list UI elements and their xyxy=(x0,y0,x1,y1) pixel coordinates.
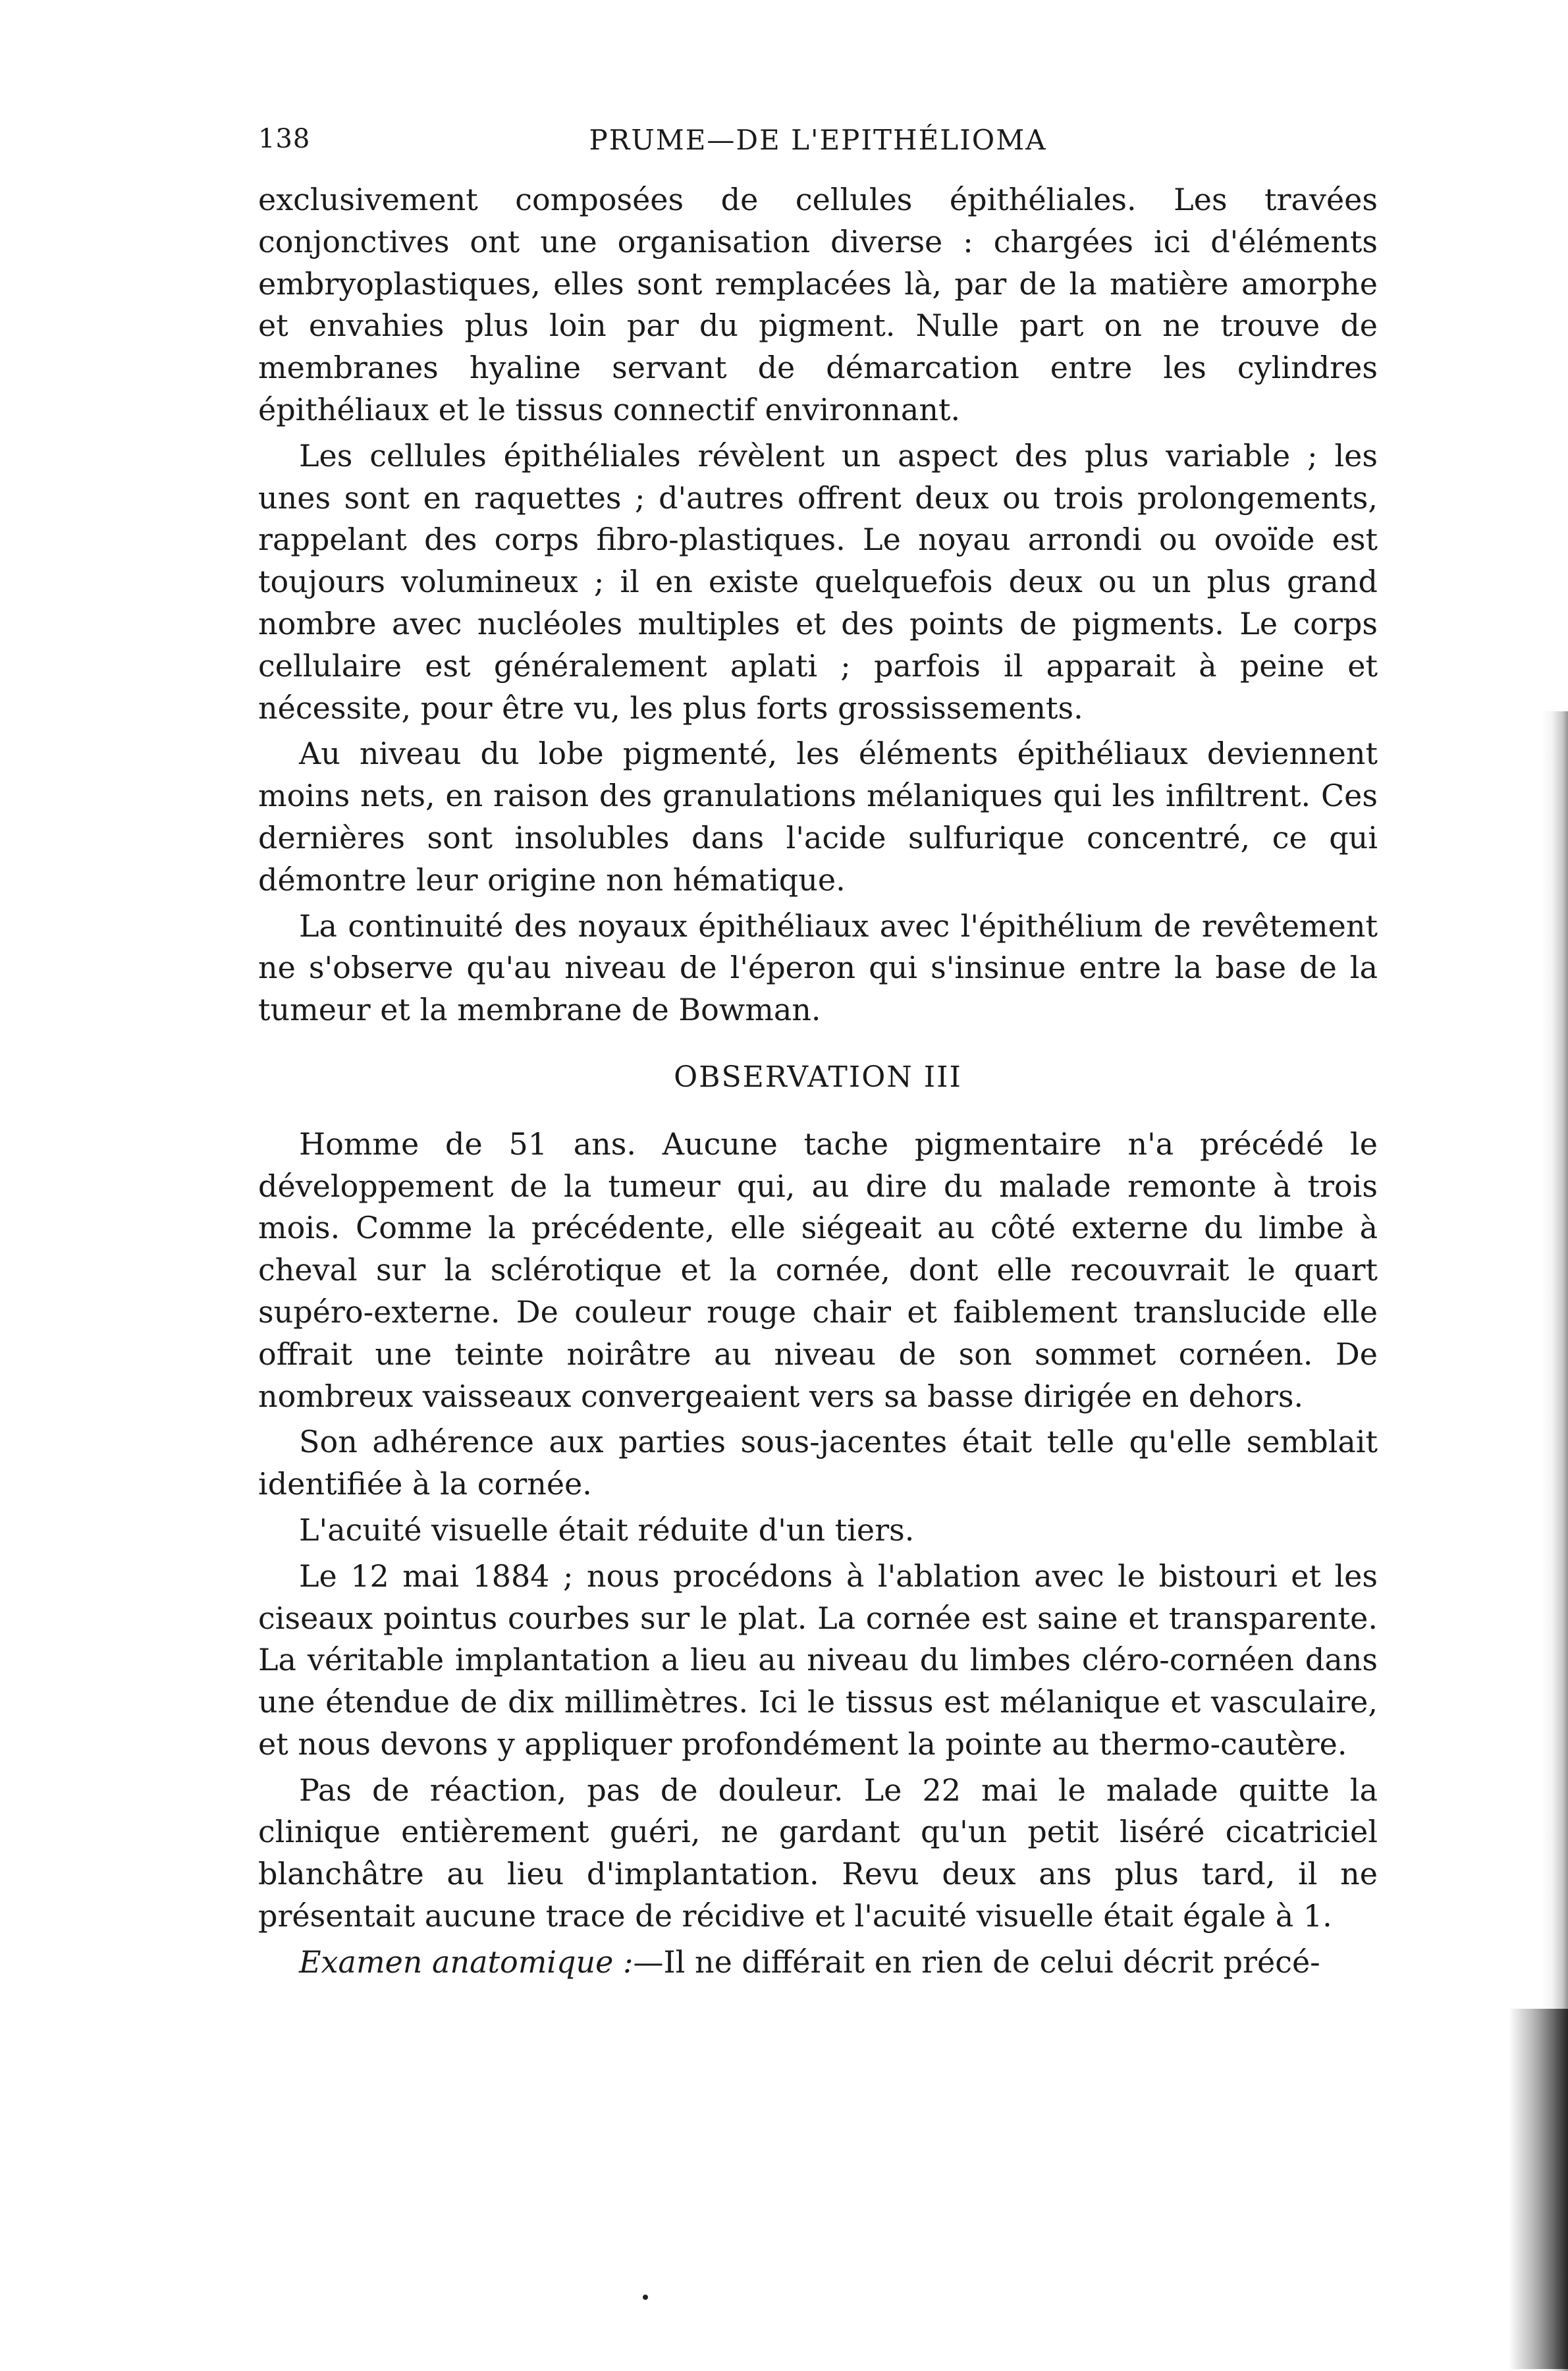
paragraph-continuation: exclusivement composées de cellules épithéliales. Les travées conjonctives ont une organisation diverse : chargées ici d'éléments embryoplastiques, elles sont remplacées là, par de la matière amorphe et envahies plus loin par du pigment. Nulle part on ne trouve de membranes hyaline servant de démarcation entre les cylindres épithéliaux et le tissus connectif environnant. xyxy=(258,182,1378,427)
page-number: 138 xyxy=(258,124,311,154)
page-header xyxy=(258,124,1378,170)
paragraph-ablation: Le 12 mai 1884 ; nous procédons à l'ablation avec le bistouri et les ciseaux pointus courbes sur le plat. La cornée est saine et transparente. La véritable implantation a lieu au niveau du limbes cléro-cornéen dans une étendue de dix millimètres. Ici le tissus est mélanique et vasculaire, et nous devons y appliquer profondément la pointe au thermo-cautère. xyxy=(258,1558,1378,1762)
scan-edge-dark-shadow xyxy=(1509,2009,1568,2369)
ink-speck xyxy=(643,2295,648,2300)
paragraph-anatomic-exam xyxy=(258,1942,1378,1984)
paragraph-adherence: Son adhérence aux parties sous-jacentes était telle qu'elle semblait identifiée à la cornée. xyxy=(258,1424,1378,1502)
body-text xyxy=(258,179,1378,1988)
paragraph-patient: Homme de 51 ans. Aucune tache pigmentaire n'a précédé le développement de la tumeur qui, au dire du malade remonte à trois mois. Comme la précédente, elle siégeait au côté externe du limbe à cheval sur la sclérotique et la cornée, dont elle recouvrait le quart supéro-externe. De couleur rouge chair et faiblement translucide elle offrait une teinte noirâtre au niveau de son sommet cornéen. De nombreux vaisseaux convergeaient vers sa basse dirigée en dehors. xyxy=(258,1126,1378,1414)
section-heading: OBSERVATION III xyxy=(674,1060,962,1094)
paragraph-pigmented-lobe: Au niveau du lobe pigmenté, les éléments épithéliaux deviennent moins nets, en raison des granulations mélaniques qui les infiltrent. Ces dernières sont insolubles dans l'acide sulfurique concentré, ce qui démontre leur origine non hématique. xyxy=(258,736,1378,898)
paragraph-acuity: L'acuité visuelle était réduite d'un tiers. xyxy=(299,1512,915,1548)
anatomic-exam-text: —Il ne différait en rien de celui décrit précé- xyxy=(633,1944,1320,1980)
paragraph-epithelial-cells: Les cellules épithéliales révèlent un aspect des plus variable ; les unes sont en raquettes ; d'autres offrent deux ou trois prolongements, rappelant des corps fibro-plastiques. Le noyau arrondi ou ovoïde est toujours volumineux ; il en existe quelquefois deux ou un plus grand nombre avec nucléoles multiples et des points de pigments. Le corps cellulaire est généralement aplati ; parfois il apparait à peine et nécessite, pour être vu, les plus forts grossissements. xyxy=(258,437,1378,726)
paragraph-outcome: Pas de réaction, pas de douleur. Le 22 mai le malade quitte la clinique entièrement guéri, ne gardant qu'un petit liséré cicatriciel blanchâtre au lieu d'implantation. Revu deux ans plus tard, il ne présentait aucune trace de récidive et l'acuité visuelle était égale à 1. xyxy=(258,1772,1378,1934)
paragraph-continuity: La continuité des noyaux épithéliaux avec l'épithélium de revêtement ne s'observe qu'au niveau de l'éperon qui s'insinue entre la base de la tumeur et la membrane de Bowman. xyxy=(258,908,1378,1028)
running-title: PRUME—DE L'EPITHÉLIOMA xyxy=(589,124,1047,156)
anatomic-exam-label: Examen anatomique : xyxy=(299,1944,634,1980)
